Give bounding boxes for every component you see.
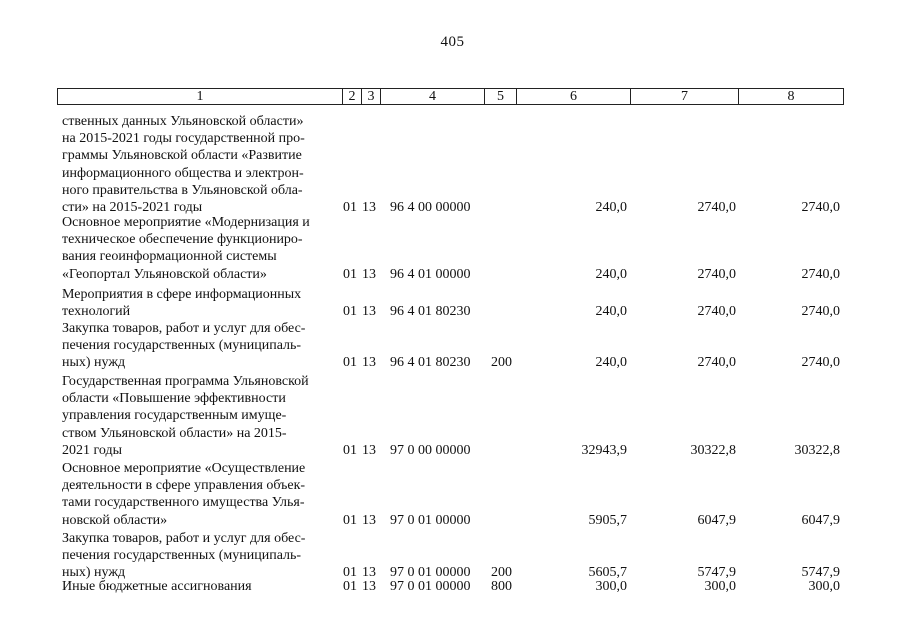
- description-line: сти» на 2015-2021 годы: [62, 200, 203, 216]
- header-col-2: 2: [342, 89, 361, 104]
- description-line: печения государственных (муниципаль-: [62, 548, 302, 564]
- cell-c3: 13: [362, 266, 376, 282]
- description-line: технологий: [62, 304, 131, 320]
- row-description: [62, 214, 338, 283]
- row-description: [62, 286, 338, 320]
- cell-c3: 13: [362, 579, 376, 594]
- description-line: области «Повышение эффективности: [62, 391, 286, 407]
- description-line: техническое обеспечение функциониро-: [62, 232, 303, 248]
- page-number: 405: [440, 34, 465, 50]
- description-line: 2021 годы: [62, 442, 123, 458]
- cell-c2: 01: [343, 200, 357, 215]
- description-line: ством Ульяновской области» на 2015-: [62, 425, 287, 441]
- cell-c4: 97 0 00 00000: [390, 442, 471, 458]
- row-description: [62, 460, 338, 529]
- cell-c8: 30322,8: [794, 442, 840, 458]
- cell-c3: 13: [362, 355, 376, 371]
- cell-c8: 2740,0: [801, 304, 840, 320]
- cell-c2: 01: [343, 304, 357, 320]
- description-line: вания геоинформационной системы: [62, 249, 277, 265]
- header-col-6: 6: [516, 89, 630, 104]
- description-line: ного правительства в Ульяновской обла-: [62, 182, 303, 198]
- description-line: информационного общества и электрон-: [62, 165, 304, 181]
- description-line: Мероприятия в сфере информационных: [62, 287, 302, 302]
- cell-c4: 97 0 01 00000: [390, 512, 471, 528]
- cell-c4: 96 4 00 00000: [390, 200, 471, 215]
- row-description: [62, 320, 338, 372]
- row-description: [62, 373, 338, 459]
- cell-c7: 300,0: [704, 579, 736, 594]
- header-col-8: 8: [738, 89, 843, 104]
- description-line: новской области»: [62, 512, 168, 528]
- cell-c4: 96 4 01 00000: [390, 266, 471, 282]
- cell-c5: 800: [491, 579, 512, 594]
- cell-c2: 01: [343, 565, 357, 581]
- cell-c3: 13: [362, 200, 376, 215]
- cell-c3: 13: [362, 304, 376, 320]
- header-col-4: 4: [380, 89, 484, 104]
- cell-c7: 5747,9: [697, 565, 736, 581]
- description-line: ных) нужд: [62, 565, 126, 581]
- cell-c8: 2740,0: [801, 355, 840, 371]
- cell-c8: 2740,0: [801, 266, 840, 282]
- cell-c6: 240,0: [595, 266, 627, 282]
- cell-c6: 240,0: [595, 355, 627, 371]
- cell-c7: 2740,0: [697, 304, 736, 320]
- description-line: Иные бюджетные ассигнования: [62, 579, 252, 594]
- cell-c7: 2740,0: [697, 355, 736, 371]
- description-line: Закупка товаров, работ и услуг для обес-: [62, 321, 306, 336]
- cell-c7: 2740,0: [697, 266, 736, 282]
- cell-c7: 2740,0: [697, 200, 736, 215]
- row-description: [62, 113, 338, 216]
- header-col-3: 3: [361, 89, 380, 104]
- cell-c3: 13: [362, 565, 376, 581]
- description-line: ственных данных Ульяновской области»: [62, 114, 304, 129]
- row-description: [62, 530, 338, 582]
- cell-c2: 01: [343, 355, 357, 371]
- cell-c8: 5747,9: [801, 565, 840, 581]
- cell-c8: 6047,9: [801, 512, 840, 528]
- cell-c3: 13: [362, 442, 376, 458]
- description-line: Основное мероприятие «Модернизация и: [62, 215, 310, 230]
- cell-c5: 200: [491, 565, 512, 581]
- cell-c2: 01: [343, 266, 357, 282]
- cell-c6: 32943,9: [581, 442, 627, 458]
- cell-c6: 240,0: [595, 304, 627, 320]
- row-description: [62, 578, 338, 595]
- header-col-7: 7: [630, 89, 738, 104]
- description-line: на 2015-2021 годы государственной про-: [62, 131, 305, 147]
- cell-c3: 13: [362, 512, 376, 528]
- cell-c2: 01: [343, 512, 357, 528]
- cell-c4: 96 4 01 80230: [390, 355, 471, 371]
- description-line: печения государственных (муниципаль-: [62, 338, 302, 354]
- cell-c5: 200: [491, 355, 512, 371]
- cell-c2: 01: [343, 579, 357, 594]
- description-line: Основное мероприятие «Осуществление: [62, 461, 306, 476]
- description-line: управления государственным имуще-: [62, 408, 287, 424]
- description-line: деятельности в сфере управления объек-: [62, 478, 306, 494]
- cell-c8: 300,0: [808, 579, 840, 594]
- cell-c6: 300,0: [595, 579, 627, 594]
- description-line: граммы Ульяновской области «Развитие: [62, 148, 302, 164]
- table-header: [57, 88, 844, 105]
- description-line: тами государственного имущества Улья-: [62, 495, 305, 511]
- cell-c6: 5905,7: [588, 512, 627, 528]
- header-col-1: 1: [196, 89, 204, 104]
- cell-c2: 01: [343, 442, 357, 458]
- cell-c4: 97 0 01 00000: [390, 565, 471, 581]
- cell-c4: 97 0 01 00000: [390, 579, 471, 594]
- cell-c6: 240,0: [595, 200, 627, 215]
- description-line: Государственная программа Ульяновской: [62, 374, 309, 389]
- cell-c8: 2740,0: [801, 200, 840, 215]
- cell-c6: 5605,7: [588, 565, 627, 581]
- description-line: «Геопортал Ульяновской области»: [62, 266, 267, 282]
- header-col-5: 5: [484, 89, 516, 104]
- description-line: ных) нужд: [62, 355, 126, 371]
- description-line: Закупка товаров, работ и услуг для обес-: [62, 531, 306, 546]
- cell-c7: 30322,8: [690, 442, 736, 458]
- cell-c7: 6047,9: [697, 512, 736, 528]
- cell-c4: 96 4 01 80230: [390, 304, 471, 320]
